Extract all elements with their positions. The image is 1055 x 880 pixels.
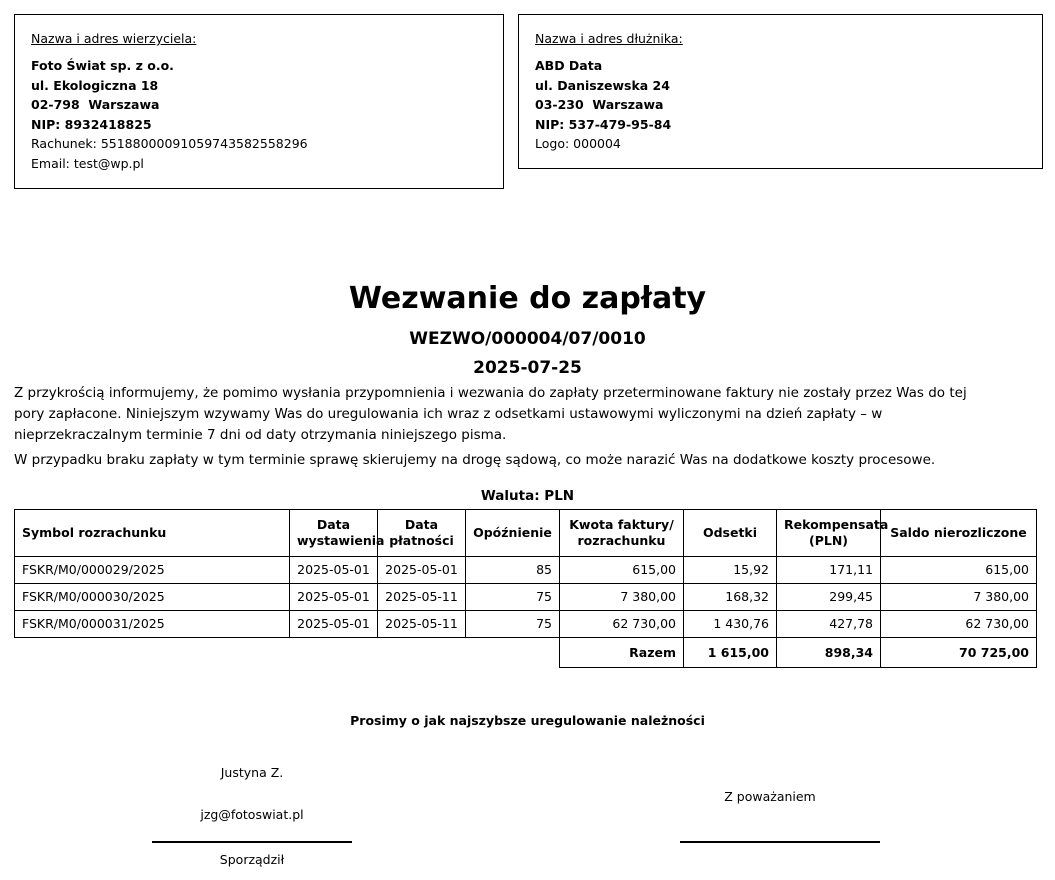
- cell-due-date: 2025-05-01: [378, 557, 466, 584]
- debtor-logo: Logo: 000004: [535, 136, 621, 151]
- creditor-account: Rachunek: 55188000091059743582558296: [31, 136, 308, 151]
- totals-blank-issue: [290, 638, 378, 668]
- cell-symbol: FSKR/M0/000030/2025: [15, 584, 290, 611]
- regards-text: Z poważaniem: [724, 789, 816, 804]
- footer-note: Prosimy o jak najszybsze uregulowanie należności: [350, 713, 705, 728]
- header-issue-date: Data wystawienia: [290, 510, 378, 557]
- header-due-date: Data płatności: [378, 510, 466, 557]
- body-paragraph-1-line-1: Z przykrością informujemy, że pomimo wysłania przypomnienia i wezwania do zapłaty przeterminowane faktury nie zostały przez Was do tej: [14, 385, 967, 401]
- table-body: [15, 557, 1037, 668]
- totals-interest: 1 615,00: [684, 638, 777, 668]
- body-paragraph-1-line-3: nieprzekraczalnym terminie 7 dni od daty otrzymania niniejszego pisma.: [14, 427, 507, 443]
- cell-compensation: 427,78: [777, 611, 881, 638]
- creditor-box: [14, 14, 504, 189]
- cell-issue-date: 2025-05-01: [290, 584, 378, 611]
- cell-delay: 75: [466, 584, 560, 611]
- totals-label: Razem: [560, 638, 684, 668]
- body-paragraph-1-line-2: pory zapłacone. Niniejszym wzywamy Was do uregulowania ich wraz z odsetkami ustawowymi wyliczonymi na dzień zapłaty – w: [14, 406, 883, 422]
- totals-compensation: 898,34: [777, 638, 881, 668]
- table-header-row: [15, 510, 1037, 557]
- cell-amount: 615,00: [560, 557, 684, 584]
- cell-amount: 7 380,00: [560, 584, 684, 611]
- cell-delay: 75: [466, 611, 560, 638]
- settlements-table: [14, 509, 1037, 668]
- creditor-nip: NIP: 8932418825: [31, 116, 152, 132]
- cell-compensation: 171,11: [777, 557, 881, 584]
- preparer-signature-line: [152, 841, 352, 843]
- cell-symbol: FSKR/M0/000029/2025: [15, 557, 290, 584]
- creditor-name: Foto Świat sp. z o.o.: [31, 58, 174, 73]
- preparer-email: jzg@fotoswiat.pl: [200, 807, 304, 822]
- table-row: [15, 611, 1037, 638]
- document-date: 2025-07-25: [473, 358, 582, 378]
- header-balance: Saldo nierozliczone: [881, 510, 1037, 557]
- cell-interest: 1 430,76: [684, 611, 777, 638]
- cell-due-date: 2025-05-11: [378, 611, 466, 638]
- body-paragraph-1: [14, 383, 1036, 446]
- cell-symbol: FSKR/M0/000031/2025: [15, 611, 290, 638]
- address-boxes: [0, 14, 1055, 190]
- table-totals-row: [15, 638, 1037, 668]
- document-title: Wezwanie do zapłaty: [348, 281, 707, 316]
- currency-label: Waluta: PLN: [480, 488, 575, 504]
- cell-amount: 62 730,00: [560, 611, 684, 638]
- debtor-box: [518, 14, 1043, 169]
- body-paragraph-2: W przypadku braku zapłaty w tym terminie sprawę skierujemy na drogę sądową, co może narazić Was na dodatkowe koszty procesowe.: [14, 452, 936, 468]
- totals-blank-delay: [466, 638, 560, 668]
- totals-balance: 70 725,00: [881, 638, 1037, 668]
- preparer-caption: Sporządził: [219, 852, 285, 867]
- cell-compensation: 299,45: [777, 584, 881, 611]
- creditor-email: Email: test@wp.pl: [31, 155, 144, 171]
- header-interest: Odsetki: [684, 510, 777, 557]
- table-row: [15, 584, 1037, 611]
- cell-due-date: 2025-05-11: [378, 584, 466, 611]
- debtor-name: ABD Data: [535, 58, 603, 73]
- creditor-heading: Nazwa i adres wierzyciela:: [31, 31, 197, 46]
- totals-blank-symbol: [15, 638, 290, 668]
- header-delay: Opóźnienie: [466, 510, 560, 557]
- debtor-street: ul. Daniszewska 24: [535, 77, 670, 93]
- creditor-city: 02-798 Warszawa: [31, 97, 160, 112]
- cell-issue-date: 2025-05-01: [290, 557, 378, 584]
- totals-blank-due: [378, 638, 466, 668]
- debtor-nip: NIP: 537-479-95-84: [535, 116, 672, 132]
- cell-delay: 85: [466, 557, 560, 584]
- cell-interest: 15,92: [684, 557, 777, 584]
- table-row: [15, 557, 1037, 584]
- approver-signature-line: [680, 841, 880, 843]
- preparer-name: Justyna Z.: [220, 765, 284, 780]
- creditor-street: ul. Ekologiczna 18: [31, 77, 159, 93]
- debtor-heading: Nazwa i adres dłużnika:: [535, 31, 683, 46]
- settlements-table-wrapper: [14, 509, 1036, 668]
- cell-balance: 615,00: [881, 557, 1037, 584]
- document-number: WEZWO/000004/07/0010: [409, 329, 646, 349]
- header-symbol: Symbol rozrachunku: [15, 510, 290, 557]
- debtor-city: 03-230 Warszawa: [535, 97, 664, 112]
- cell-interest: 168,32: [684, 584, 777, 611]
- cell-balance: 7 380,00: [881, 584, 1037, 611]
- header-compensation: Rekompensata (PLN): [777, 510, 881, 557]
- cell-issue-date: 2025-05-01: [290, 611, 378, 638]
- cell-balance: 62 730,00: [881, 611, 1037, 638]
- header-amount: Kwota faktury/ rozrachunku: [560, 510, 684, 557]
